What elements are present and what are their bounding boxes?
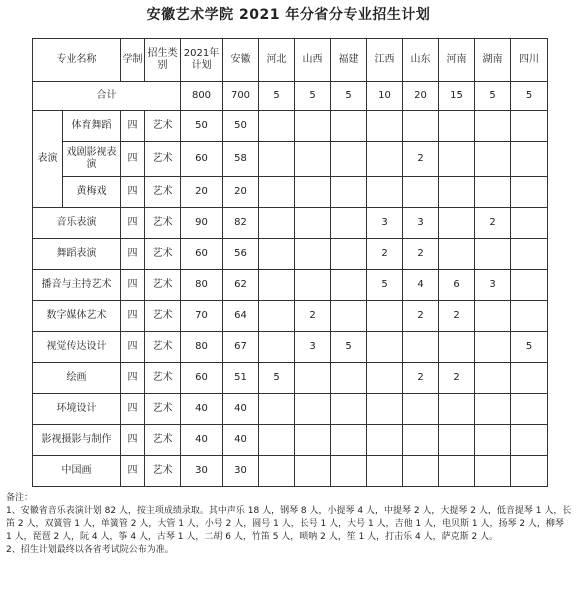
value-cell — [475, 363, 511, 394]
value-cell: 3 — [475, 270, 511, 301]
value-cell — [367, 301, 403, 332]
value-cell — [475, 142, 511, 177]
value-cell: 50 — [223, 111, 259, 142]
value-cell — [511, 456, 548, 487]
value-cell — [511, 363, 548, 394]
header-hebei: 河北 — [259, 39, 295, 82]
value-cell — [475, 177, 511, 208]
value-cell — [259, 456, 295, 487]
value-cell — [367, 142, 403, 177]
table-row — [33, 111, 548, 142]
value-cell: 2 — [295, 301, 331, 332]
value-cell — [259, 111, 295, 142]
value-cell — [259, 177, 295, 208]
value-cell — [259, 208, 295, 239]
total-value: 5 — [511, 82, 548, 111]
value-cell — [331, 239, 367, 270]
plan-cell: 60 — [181, 239, 223, 270]
header-type: 招生类别 — [145, 39, 181, 82]
value-cell — [511, 111, 548, 142]
value-cell — [259, 142, 295, 177]
page-title: 安徽艺术学院 2021 年分省分专业招生计划 — [146, 7, 431, 23]
value-cell — [475, 301, 511, 332]
value-cell — [475, 425, 511, 456]
table-row — [33, 456, 548, 487]
major-name: 环境设计 — [33, 394, 121, 425]
header-row — [33, 39, 548, 82]
plan-cell: 20 — [181, 177, 223, 208]
value-cell — [295, 394, 331, 425]
value-cell: 5 — [331, 332, 367, 363]
years-cell: 四 — [121, 394, 145, 425]
value-cell — [295, 270, 331, 301]
value-cell: 56 — [223, 239, 259, 270]
value-cell — [295, 142, 331, 177]
total-value: 5 — [475, 82, 511, 111]
major-name: 戏剧影视表演 — [63, 142, 121, 177]
total-label: 合计 — [33, 82, 181, 111]
header-jiangxi: 江西 — [367, 39, 403, 82]
value-cell: 62 — [223, 270, 259, 301]
value-cell: 3 — [403, 208, 439, 239]
value-cell — [403, 177, 439, 208]
years-cell: 四 — [121, 177, 145, 208]
value-cell — [367, 332, 403, 363]
major-name: 绘画 — [33, 363, 121, 394]
value-cell — [439, 208, 475, 239]
value-cell: 5 — [511, 332, 548, 363]
header-hunan: 湖南 — [475, 39, 511, 82]
type-cell: 艺术 — [145, 394, 181, 425]
value-cell — [403, 111, 439, 142]
years-cell: 四 — [121, 142, 145, 177]
table-row — [33, 394, 548, 425]
value-cell — [403, 332, 439, 363]
plan-cell: 50 — [181, 111, 223, 142]
note-line-1: 1、安徽省音乐表演计划 82 人，按主项成绩录取。其中声乐 18 人，钢琴 8 人，小提琴 4 人，中提琴 2 人，大提琴 2 人，低音提琴 1 人，长笛 2 人，双簧管 1 人，单簧管 2 人，大管 1 人，小号 2 人，圆号 1 人，长号 1 人，大号 1 人，吉他 1 人，电贝斯 1 人，扬琴 2 人，柳琴 1 人，琵琶 2 人，阮 4 人，筝 4 人，古琴 1 人，二胡 6 人，竹笛 5 人，唢呐 2 人，笙 1 人，打击乐 4 人，萨克斯 2 人。 — [6, 506, 572, 542]
value-cell — [403, 394, 439, 425]
total-row — [33, 82, 548, 111]
major-name: 数字媒体艺术 — [33, 301, 121, 332]
total-value: 700 — [223, 82, 259, 111]
value-cell: 4 — [403, 270, 439, 301]
value-cell: 30 — [223, 456, 259, 487]
header-sichuan: 四川 — [511, 39, 548, 82]
years-cell: 四 — [121, 456, 145, 487]
major-name: 黄梅戏 — [63, 177, 121, 208]
type-cell: 艺术 — [145, 208, 181, 239]
value-cell — [295, 456, 331, 487]
value-cell — [259, 270, 295, 301]
value-cell: 3 — [367, 208, 403, 239]
value-cell — [367, 394, 403, 425]
major-name: 播音与主持艺术 — [33, 270, 121, 301]
value-cell: 3 — [295, 332, 331, 363]
value-cell — [403, 456, 439, 487]
value-cell — [259, 394, 295, 425]
major-name: 音乐表演 — [33, 208, 121, 239]
table-row — [33, 301, 548, 332]
header-anhui: 安徽 — [223, 39, 259, 82]
value-cell — [475, 394, 511, 425]
value-cell — [511, 394, 548, 425]
value-cell — [439, 142, 475, 177]
value-cell — [439, 394, 475, 425]
value-cell: 2 — [403, 363, 439, 394]
header-major: 专业名称 — [33, 39, 121, 82]
value-cell — [259, 239, 295, 270]
value-cell: 82 — [223, 208, 259, 239]
value-cell: 2 — [367, 239, 403, 270]
value-cell: 40 — [223, 394, 259, 425]
total-plan: 800 — [181, 82, 223, 111]
value-cell: 6 — [439, 270, 475, 301]
type-cell: 艺术 — [145, 239, 181, 270]
plan-cell: 80 — [181, 270, 223, 301]
table-row — [33, 208, 548, 239]
value-cell — [511, 177, 548, 208]
table-row — [33, 363, 548, 394]
value-cell — [331, 394, 367, 425]
type-cell: 艺术 — [145, 456, 181, 487]
value-cell: 2 — [439, 363, 475, 394]
type-cell: 艺术 — [145, 270, 181, 301]
notes-heading: 备注： — [6, 493, 34, 503]
value-cell — [331, 270, 367, 301]
type-cell: 艺术 — [145, 111, 181, 142]
value-cell — [259, 301, 295, 332]
years-cell: 四 — [121, 208, 145, 239]
plan-cell: 40 — [181, 425, 223, 456]
years-cell: 四 — [121, 239, 145, 270]
value-cell — [367, 111, 403, 142]
value-cell — [367, 425, 403, 456]
value-cell — [511, 425, 548, 456]
note-line-2: 2、招生计划最终以各省考试院公布为准。 — [6, 545, 174, 555]
major-name: 舞蹈表演 — [33, 239, 121, 270]
value-cell — [475, 332, 511, 363]
total-value: 10 — [367, 82, 403, 111]
total-value: 5 — [295, 82, 331, 111]
major-name: 视觉传达设计 — [33, 332, 121, 363]
value-cell — [511, 301, 548, 332]
total-value: 15 — [439, 82, 475, 111]
value-cell — [295, 363, 331, 394]
value-cell — [439, 456, 475, 487]
value-cell — [295, 111, 331, 142]
plan-cell: 60 — [181, 142, 223, 177]
value-cell — [475, 239, 511, 270]
major-name: 中国画 — [33, 456, 121, 487]
value-cell: 2 — [403, 239, 439, 270]
value-cell — [403, 425, 439, 456]
value-cell — [331, 177, 367, 208]
value-cell — [511, 142, 548, 177]
header-henan: 河南 — [439, 39, 475, 82]
value-cell — [439, 177, 475, 208]
value-cell — [331, 301, 367, 332]
value-cell: 67 — [223, 332, 259, 363]
header-shandong: 山东 — [403, 39, 439, 82]
value-cell: 2 — [475, 208, 511, 239]
value-cell: 2 — [403, 301, 439, 332]
value-cell: 2 — [403, 142, 439, 177]
total-value: 5 — [331, 82, 367, 111]
value-cell: 5 — [367, 270, 403, 301]
value-cell: 20 — [223, 177, 259, 208]
table-row — [33, 332, 548, 363]
value-cell — [511, 208, 548, 239]
header-years: 学制 — [121, 39, 145, 82]
header-plan: 2021年计划 — [181, 39, 223, 82]
years-cell: 四 — [121, 363, 145, 394]
major-name: 影视摄影与制作 — [33, 425, 121, 456]
notes-section — [6, 492, 572, 557]
value-cell — [511, 239, 548, 270]
type-cell: 艺术 — [145, 177, 181, 208]
enrollment-plan-table — [32, 38, 548, 487]
header-shanxi: 山西 — [295, 39, 331, 82]
value-cell: 40 — [223, 425, 259, 456]
value-cell — [331, 208, 367, 239]
value-cell — [295, 177, 331, 208]
value-cell: 5 — [259, 363, 295, 394]
plan-cell: 90 — [181, 208, 223, 239]
table-row — [33, 270, 548, 301]
value-cell: 64 — [223, 301, 259, 332]
value-cell — [475, 111, 511, 142]
value-cell — [367, 456, 403, 487]
value-cell — [295, 208, 331, 239]
value-cell — [439, 332, 475, 363]
years-cell: 四 — [121, 425, 145, 456]
value-cell: 51 — [223, 363, 259, 394]
plan-cell: 40 — [181, 394, 223, 425]
type-cell: 艺术 — [145, 301, 181, 332]
type-cell: 艺术 — [145, 363, 181, 394]
years-cell: 四 — [121, 111, 145, 142]
table-row — [33, 239, 548, 270]
total-value: 20 — [403, 82, 439, 111]
table-row — [33, 425, 548, 456]
group-label: 表演 — [33, 111, 63, 208]
years-cell: 四 — [121, 301, 145, 332]
value-cell — [439, 425, 475, 456]
type-cell: 艺术 — [145, 142, 181, 177]
value-cell: 58 — [223, 142, 259, 177]
value-cell — [367, 363, 403, 394]
plan-cell: 60 — [181, 363, 223, 394]
major-name: 体育舞蹈 — [63, 111, 121, 142]
value-cell — [511, 270, 548, 301]
value-cell — [259, 425, 295, 456]
value-cell — [331, 456, 367, 487]
years-cell: 四 — [121, 332, 145, 363]
table-row — [33, 142, 548, 177]
plan-cell: 70 — [181, 301, 223, 332]
value-cell — [367, 177, 403, 208]
type-cell: 艺术 — [145, 332, 181, 363]
value-cell — [439, 111, 475, 142]
value-cell — [331, 142, 367, 177]
value-cell — [331, 363, 367, 394]
value-cell — [439, 239, 475, 270]
value-cell — [331, 425, 367, 456]
type-cell: 艺术 — [145, 425, 181, 456]
value-cell — [295, 239, 331, 270]
total-value: 5 — [259, 82, 295, 111]
plan-cell: 30 — [181, 456, 223, 487]
value-cell — [331, 111, 367, 142]
value-cell: 2 — [439, 301, 475, 332]
header-fujian: 福建 — [331, 39, 367, 82]
table-row — [33, 177, 548, 208]
value-cell — [259, 332, 295, 363]
value-cell — [475, 456, 511, 487]
years-cell: 四 — [121, 270, 145, 301]
plan-cell: 80 — [181, 332, 223, 363]
value-cell — [295, 425, 331, 456]
